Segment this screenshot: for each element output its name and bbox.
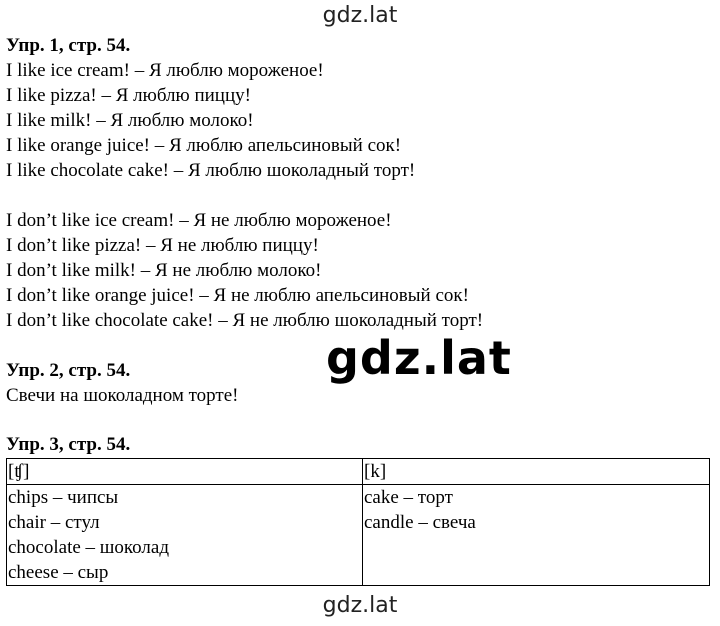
watermark-center: gdz.lat xyxy=(326,331,512,385)
table-cell-ch-words xyxy=(7,485,363,586)
sentence-line: I don’t like chocolate cake! – Я не люблю шоколадный торт! xyxy=(6,310,484,331)
table-cell-k-words xyxy=(363,485,710,586)
table-word: candle – свеча xyxy=(364,512,476,533)
table-word: cheese – сыр xyxy=(8,562,109,583)
sentence-line: I don’t like pizza! – Я не люблю пиццу! xyxy=(6,235,319,256)
sound-table xyxy=(6,458,710,586)
sentence-line: I don’t like orange juice! – Я не люблю апельсиновый сок! xyxy=(6,285,469,306)
exercise1-dislikes-list xyxy=(6,208,710,333)
sentence-line: I like pizza! – Я люблю пиццу! xyxy=(6,85,251,106)
table-word: chocolate – шоколад xyxy=(8,537,170,558)
watermark-top: gdz.lat xyxy=(322,3,398,28)
exercise2-heading: Упр. 2, стр. 54. xyxy=(6,360,131,381)
exercise1-likes-list xyxy=(6,58,710,183)
table-word: chair – стул xyxy=(8,512,100,533)
sentence-line: I like orange juice! – Я люблю апельсиновый сок! xyxy=(6,135,402,156)
sentence-line: I don’t like ice cream! – Я не люблю мороженое! xyxy=(6,210,392,231)
watermark-bottom: gdz.lat xyxy=(322,593,398,618)
sentence-line: I like chocolate cake! – Я люблю шоколадный торт! xyxy=(6,160,416,181)
table-word: cake – торт xyxy=(364,487,453,508)
exercise1-heading: Упр. 1, стр. 54. xyxy=(6,35,131,56)
table-word: chips – чипсы xyxy=(8,487,119,508)
sentence-line: I like milk! – Я люблю молоко! xyxy=(6,110,254,131)
spacer xyxy=(6,183,710,208)
table-header-k: [k] xyxy=(363,459,710,485)
spacer xyxy=(6,408,710,432)
table-header-ch: [ʧ] xyxy=(7,459,363,485)
document-body xyxy=(6,33,710,586)
exercise3-heading: Упр. 3, стр. 54. xyxy=(6,434,131,455)
exercise2-text: Свечи на шоколадном торте! xyxy=(6,385,239,406)
sentence-line: I like ice cream! – Я люблю мороженое! xyxy=(6,60,324,81)
sentence-line: I don’t like milk! – Я не люблю молоко! xyxy=(6,260,322,281)
